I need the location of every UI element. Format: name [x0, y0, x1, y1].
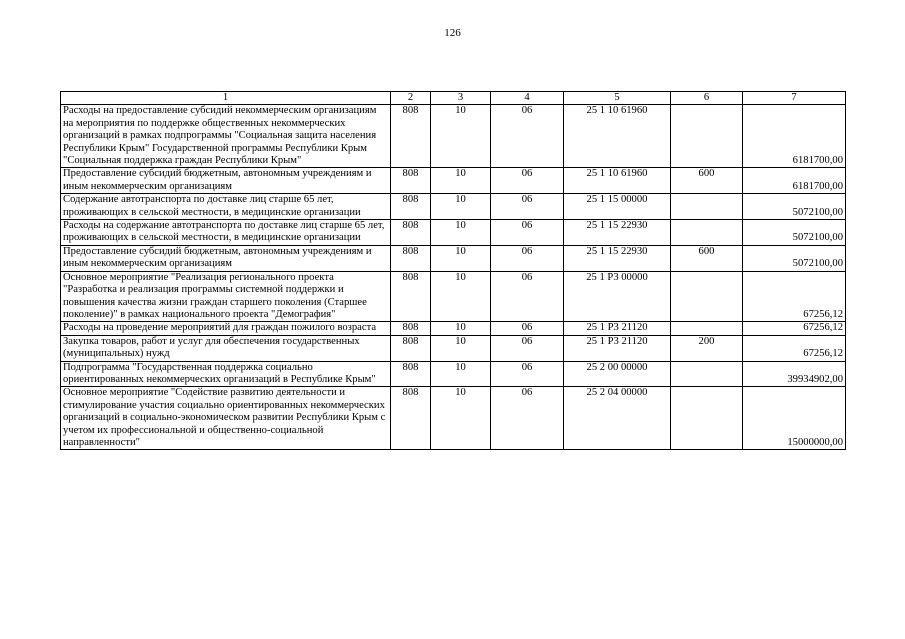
row-code-ministry: 808 [391, 220, 431, 246]
header-cell: 4 [491, 92, 564, 105]
header-cell: 2 [391, 92, 431, 105]
row-code-ministry: 808 [391, 387, 431, 450]
row-description: Основное мероприятие "Реализация регионального проекта "Разработка и реализация программы системной поддержки и повышения качества жизни граждан старшего поколения (Старшее поколение)" в рамках национального проекта "Демография" [61, 271, 391, 322]
row-description: Основное мероприятие "Содействие развитию деятельности и стимулирование участия социально ориентированных некоммерческих организаций в социально-экономическом развитии Республики Крым с учетом их профессиональной и общественно-социальной направленности" [61, 387, 391, 450]
row-code-target: 25 1 15 22930 [564, 245, 671, 271]
row-amount: 6181700,00 [743, 168, 846, 194]
header-cell: 1 [61, 92, 391, 105]
row-code-section: 10 [431, 245, 491, 271]
header-cell: 5 [564, 92, 671, 105]
row-code-subsection: 06 [491, 361, 564, 387]
row-code-ministry: 808 [391, 245, 431, 271]
row-code-target: 25 1 P3 21120 [564, 322, 671, 335]
row-code-target: 25 1 15 00000 [564, 194, 671, 220]
row-description: Предоставление субсидий бюджетным, автономным учреждениям и иным некоммерческим организациям [61, 168, 391, 194]
row-amount: 67256,12 [743, 322, 846, 335]
row-code-expense-type [671, 271, 743, 322]
row-description: Расходы на содержание автотранспорта по доставке лиц старше 65 лет, проживающих в сельской местности, в медицинские организации [61, 220, 391, 246]
row-amount: 5072100,00 [743, 245, 846, 271]
row-description: Расходы на предоставление субсидий некоммерческим организациям на мероприятия по поддержке общественных некоммерческих организаций в рамках подпрограммы "Социальная защита населения Республики Крым" Государственной программы Республики Крым "Социальная поддержка граждан Республики Крым" [61, 105, 391, 168]
table-row [61, 220, 846, 246]
row-code-expense-type [671, 220, 743, 246]
row-code-expense-type [671, 322, 743, 335]
row-description: Закупка товаров, работ и услуг для обеспечения государственных (муниципальных) нужд [61, 335, 391, 361]
row-description: Подпрограмма "Государственная поддержка социально ориентированных некоммерческих организаций в Республике Крым" [61, 361, 391, 387]
row-code-subsection: 06 [491, 322, 564, 335]
row-amount: 67256,12 [743, 335, 846, 361]
header-row [61, 92, 846, 105]
row-code-expense-type [671, 194, 743, 220]
row-code-target: 25 2 00 00000 [564, 361, 671, 387]
row-code-expense-type [671, 387, 743, 450]
row-code-section: 10 [431, 271, 491, 322]
row-code-target: 25 1 10 61960 [564, 105, 671, 168]
table-row [61, 105, 846, 168]
table-row [61, 194, 846, 220]
row-code-ministry: 808 [391, 168, 431, 194]
table-row [61, 245, 846, 271]
row-code-subsection: 06 [491, 245, 564, 271]
row-code-ministry: 808 [391, 194, 431, 220]
row-code-target: 25 1 P3 21120 [564, 335, 671, 361]
row-code-ministry: 808 [391, 361, 431, 387]
row-amount: 6181700,00 [743, 105, 846, 168]
row-code-target: 25 1 P3 00000 [564, 271, 671, 322]
row-code-expense-type [671, 361, 743, 387]
row-description: Предоставление субсидий бюджетным, автономным учреждениям и иным некоммерческим организациям [61, 245, 391, 271]
row-code-ministry: 808 [391, 271, 431, 322]
row-amount: 15000000,00 [743, 387, 846, 450]
row-code-section: 10 [431, 220, 491, 246]
page-number: 126 [444, 27, 461, 39]
row-code-section: 10 [431, 105, 491, 168]
row-code-subsection: 06 [491, 105, 564, 168]
row-code-expense-type: 600 [671, 245, 743, 271]
row-code-section: 10 [431, 387, 491, 450]
row-amount: 67256,12 [743, 271, 846, 322]
table-row [61, 322, 846, 335]
header-cell: 7 [743, 92, 846, 105]
row-amount: 5072100,00 [743, 220, 846, 246]
table-row [61, 361, 846, 387]
row-code-subsection: 06 [491, 387, 564, 450]
row-amount: 5072100,00 [743, 194, 846, 220]
row-amount: 39934902,00 [743, 361, 846, 387]
table-row [61, 168, 846, 194]
row-code-subsection: 06 [491, 335, 564, 361]
row-code-section: 10 [431, 361, 491, 387]
row-code-subsection: 06 [491, 271, 564, 322]
row-code-target: 25 1 10 61960 [564, 168, 671, 194]
table-row [61, 335, 846, 361]
row-code-expense-type: 600 [671, 168, 743, 194]
table-row [61, 387, 846, 450]
header-cell: 6 [671, 92, 743, 105]
row-code-ministry: 808 [391, 105, 431, 168]
row-code-expense-type [671, 105, 743, 168]
row-code-section: 10 [431, 168, 491, 194]
row-description: Расходы на проведение мероприятий для граждан пожилого возраста [61, 322, 391, 335]
row-code-ministry: 808 [391, 322, 431, 335]
table-row [61, 271, 846, 322]
row-code-ministry: 808 [391, 335, 431, 361]
row-code-target: 25 1 15 22930 [564, 220, 671, 246]
budget-table [60, 91, 846, 450]
row-code-expense-type: 200 [671, 335, 743, 361]
row-code-section: 10 [431, 335, 491, 361]
row-code-target: 25 2 04 00000 [564, 387, 671, 450]
row-code-subsection: 06 [491, 194, 564, 220]
row-code-subsection: 06 [491, 220, 564, 246]
row-code-subsection: 06 [491, 168, 564, 194]
row-description: Содержание автотранспорта по доставке лиц старше 65 лет, проживающих в сельской местности, в медицинские организации [61, 194, 391, 220]
header-cell: 3 [431, 92, 491, 105]
row-code-section: 10 [431, 322, 491, 335]
row-code-section: 10 [431, 194, 491, 220]
